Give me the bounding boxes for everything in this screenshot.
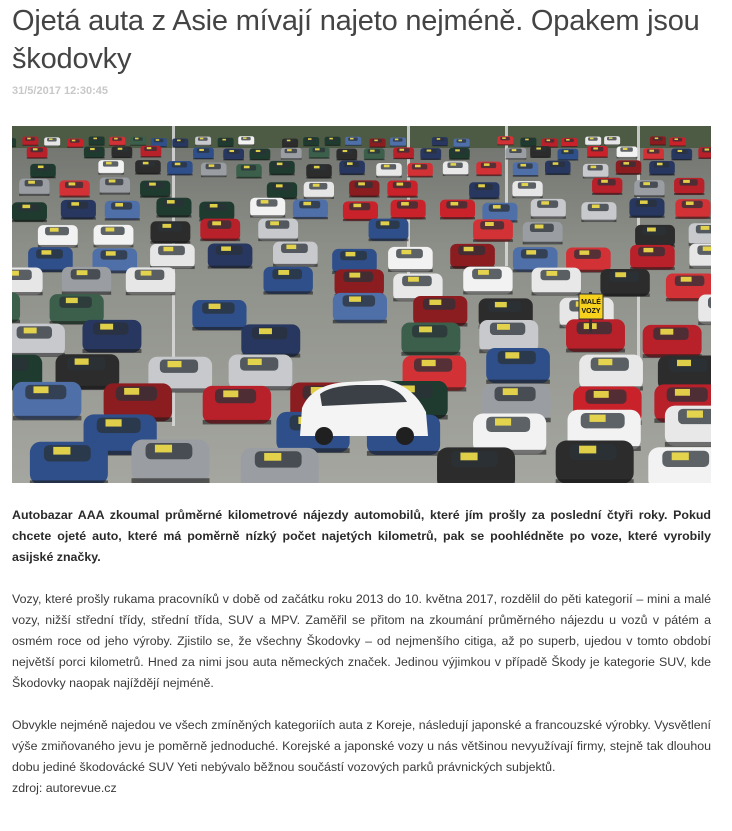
article-source: zdroj: autorevue.cz [12,781,117,795]
svg-text:MALÉ: MALÉ [581,299,601,306]
article-date: 31/5/2017 12:30:45 [12,85,109,97]
article-title: Ojetá auta z Asie mívají najeto nejméně. Opakem jsou škodovky [12,5,700,75]
article-paragraph-2: Obvykle nejméně najedou ve všech zmíněných kategoriích auta z Koreje, následují japonské a francouzské výrobky. Vysvětlení výše zmiňovaného jevu je poměrně jednoduché. Korejské a japonské vozy u nás většinou nevyužívají firmy, stejně tak dlouhou dobu jediné škodovácké SUV Yeti nebývalo běžnou součástí vozových parků právnických subjektů. [12,718,711,774]
car-lot-photo [12,126,711,483]
svg-text:VOZY: VOZY [581,308,601,315]
article-lead: Autobazar AAA zkoumal průměrné kilometrové nájezdy automobilů, které jím prošly za poslední čtyři roky. Pokud chcete ojeté auto, které má poměrně nízký počet najetých kilometrů, pak se poohlédněte po voze, které vyrobily asijské značky. [12,508,711,564]
article-paragraph-1: Vozy, které prošly rukama pracovníků v době od začátku roku 2013 do 10. května 2017, rozdělil do pěti kategorií – mini a malé vozy, nižší střední třídy, střední třída, SUV a MPV. Zaměřil se přitom na zkoumání průměrného nájezdu u vozů v pátém a osmém roce od jeho výroby. Zjistilo se, že všechny Škodovky – od nejmenšího citiga, až po superb, ujedou v tomto období největší porci kilometrů. Hned za nimi jsou auta německých značek. Jedinou výjimkou v případě Škody je kategorie SUV, kde Škodovky naopak najíždějí nejméně. [12,592,711,690]
article-body [12,505,711,799]
article-photo [12,126,711,483]
article [12,0,712,795]
